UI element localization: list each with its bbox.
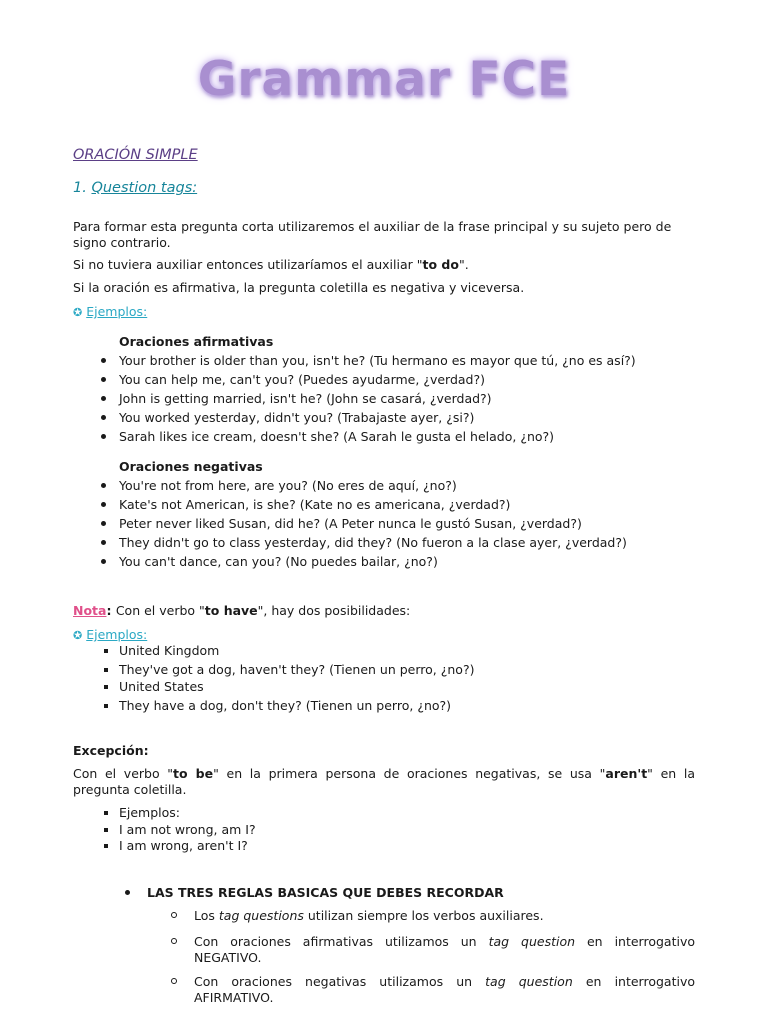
rule-text: Los <box>194 908 219 923</box>
circle-bullet-icon <box>171 912 177 918</box>
examples-label: Ejemplos: <box>86 627 148 642</box>
gear-bullet-icon: ✪ <box>73 306 83 319</box>
exception-text: Con el verbo " <box>73 766 174 781</box>
list-item: Peter never liked Susan, did he? (A Peter nunca le gustó Susan, ¿verdad?) <box>119 516 582 531</box>
list-item: You're not from here, are you? (No eres de aquí, ¿no?) <box>119 478 457 493</box>
rule-text: Con oraciones afirmativas utilizamos un <box>194 934 489 949</box>
bullet-icon <box>101 559 106 564</box>
bullet-icon <box>101 434 106 439</box>
intro-p2-end: ". <box>458 257 469 272</box>
list-item: They have a dog, don't they? (Tienen un perro, ¿no?) <box>119 698 452 713</box>
bullet-icon <box>101 521 106 526</box>
intro-paragraph-1: Para formar esta pregunta corta utilizaremos el auxiliar de la frase principal y su sujeto pero de signo contrario. <box>73 219 672 250</box>
note-paragraph: Nota: Con el verbo "to have", hay dos posibilidades: <box>73 603 411 618</box>
exception-paragraph <box>73 766 695 797</box>
subsection-number: 1. <box>73 180 87 196</box>
list-item: You can help me, can't you? (Puedes ayudarme, ¿verdad?) <box>119 372 486 387</box>
subsection-label: Question tags: <box>91 180 198 196</box>
examples-heading <box>73 304 147 319</box>
bullet-icon <box>101 502 106 507</box>
note-text: Con el verbo " <box>115 603 205 618</box>
circle-bullet-icon <box>171 938 177 944</box>
list-item: Sarah likes ice cream, doesn't she? (A Sarah le gusta el helado, ¿no?) <box>119 429 555 444</box>
examples-label: Ejemplos: <box>86 304 148 319</box>
rule-emphasis: tag question <box>488 934 576 949</box>
note-label: Nota <box>73 603 107 618</box>
bullet-icon <box>101 415 106 420</box>
square-bullet-icon <box>104 844 108 848</box>
rule-text: en interrogativo NEGATIVO. <box>194 934 695 965</box>
affirmative-heading: Oraciones afirmativas <box>119 334 274 349</box>
square-bullet-icon <box>104 811 108 815</box>
rule-emphasis: tag question <box>485 974 573 989</box>
list-item: Kate's not American, is she? (Kate no es americana, ¿verdad?) <box>119 497 511 512</box>
note-text-end: ", hay dos posibilidades: <box>257 603 411 618</box>
note-bold: to have <box>204 603 258 618</box>
bullet-icon <box>101 377 106 382</box>
list-item: I am not wrong, am I? <box>119 822 256 837</box>
rule-item <box>194 934 695 965</box>
page-title: Grammar FCE <box>197 52 571 107</box>
square-bullet-icon <box>104 828 108 832</box>
list-item: John is getting married, isn't he? (John se casará, ¿verdad?) <box>119 391 492 406</box>
list-item: Ejemplos: <box>119 805 181 820</box>
subsection-heading <box>73 180 197 196</box>
rule-emphasis: tag questions <box>218 908 304 923</box>
exception-text: " en la primera persona de oraciones negativas, se usa " <box>213 766 606 781</box>
negative-heading: Oraciones negativas <box>119 459 263 474</box>
exception-bold: to be <box>173 766 214 781</box>
bullet-icon <box>101 483 106 488</box>
rule-item <box>194 908 695 924</box>
square-bullet-icon <box>104 685 108 689</box>
intro-paragraph-3: Si la oración es afirmativa, la pregunta coletilla es negativa y viceversa. <box>73 280 525 295</box>
examples-heading <box>73 627 147 642</box>
rule-item <box>194 974 695 1005</box>
list-item: You worked yesterday, didn't you? (Trabajaste ayer, ¿si?) <box>119 410 475 425</box>
list-item: You can't dance, can you? (No puedes bailar, ¿no?) <box>119 554 438 569</box>
bullet-icon <box>125 890 130 895</box>
list-item: They've got a dog, haven't they? (Tienen un perro, ¿no?) <box>119 662 475 677</box>
rule-text: Con oraciones negativas utilizamos un <box>194 974 486 989</box>
bullet-icon <box>101 540 106 545</box>
bullet-icon <box>101 396 106 401</box>
exception-text: " en la pregunta coletilla. <box>73 766 696 797</box>
list-item: United Kingdom <box>119 643 220 658</box>
list-item: Your brother is older than you, isn't he? (Tu hermano es mayor que tú, ¿no es así?) <box>119 353 636 368</box>
circle-bullet-icon <box>171 978 177 984</box>
section-heading: ORACIÓN SIMPLE <box>73 147 198 163</box>
square-bullet-icon <box>104 649 108 653</box>
exception-bold: aren't <box>605 766 648 781</box>
rule-text: utilizan siempre los verbos auxiliares. <box>303 908 544 923</box>
rules-heading: LAS TRES REGLAS BASICAS QUE DEBES RECORDAR <box>147 885 504 900</box>
bullet-icon <box>101 358 106 363</box>
square-bullet-icon <box>104 668 108 672</box>
rule-text: en interrogativo AFIRMATIVO. <box>194 974 696 1005</box>
exception-heading: Excepción: <box>73 743 149 758</box>
gear-bullet-icon: ✪ <box>73 629 83 642</box>
list-item: I am wrong, aren't I? <box>119 838 248 853</box>
list-item: United States <box>119 679 204 694</box>
intro-p2-bold: to do <box>422 257 459 272</box>
intro-p2-text: Si no tuviera auxiliar entonces utilizaríamos el auxiliar " <box>73 257 423 272</box>
square-bullet-icon <box>104 704 108 708</box>
intro-paragraph-2 <box>73 257 695 273</box>
list-item: They didn't go to class yesterday, did they? (No fueron a la clase ayer, ¿verdad?) <box>119 535 627 550</box>
